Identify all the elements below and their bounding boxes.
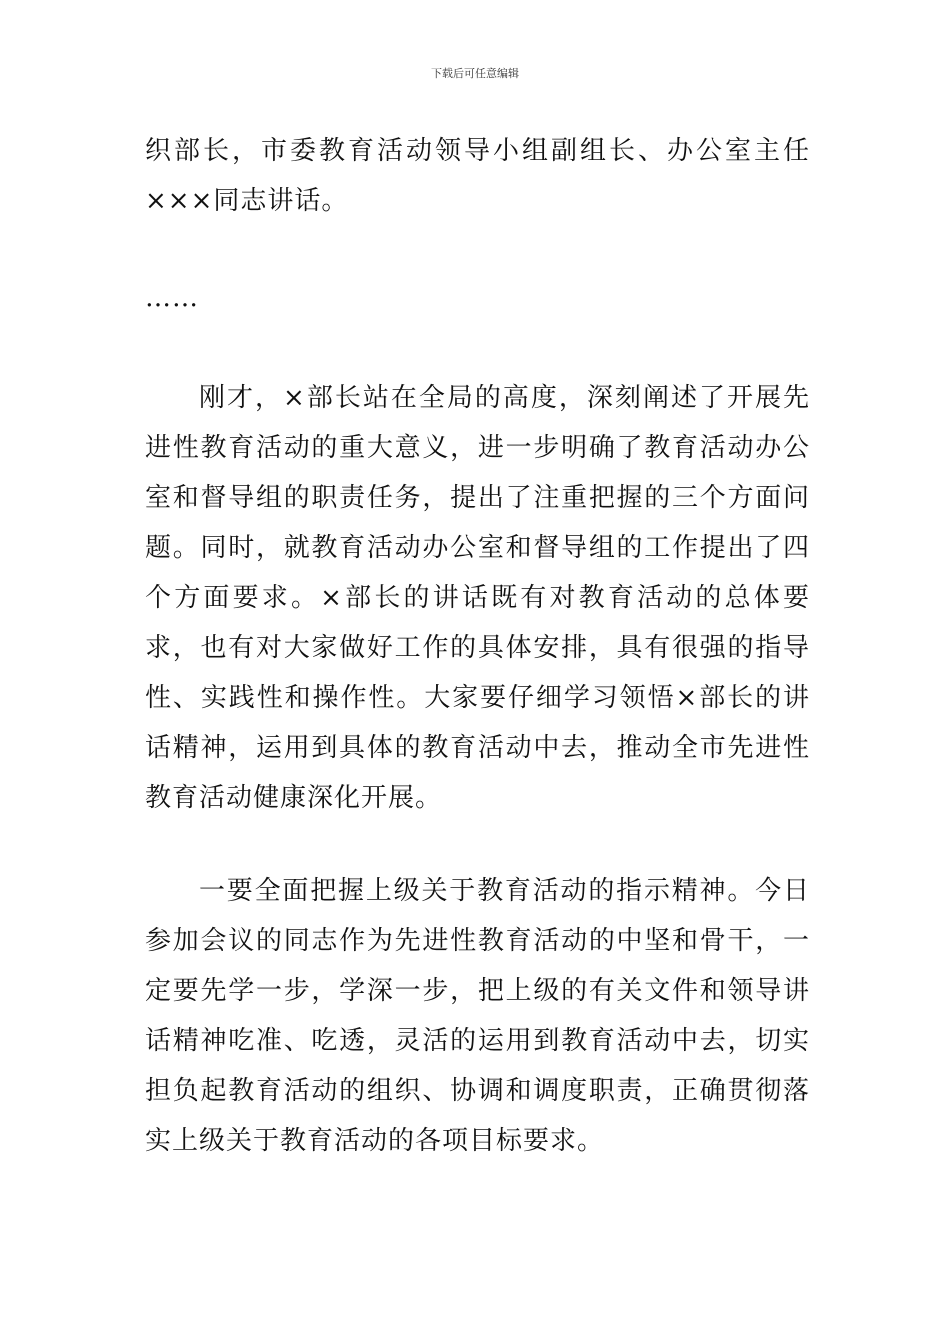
- paragraph-point-one: 一要全面把握上级关于教育活动的指示精神。今日参加会议的同志作为先进性教育活动的中坚和骨干，一定要先学一步，学深一步，把上级的有关文件和领导讲话精神吃准、吃透，灵活的运用到教育活动中去，切实担负起教育活动的组织、协调和调度职责，正确贯彻落实上级关于教育活动的各项目标要求。: [145, 876, 810, 1156]
- paragraph-ellipsis: ……: [145, 283, 199, 313]
- paragraph-summary: 刚才，×部长站在全局的高度，深刻阐述了开展先进性教育活动的重大意义，进一步明确了教育活动办公室和督导组的职责任务，提出了注重把握的三个方面问题。同时，就教育活动办公室和督导组的工作提出了四个方面要求。×部长的讲话既有对教育活动的总体要求，也有对大家做好工作的具体安排，具有很强的指导性、实践性和操作性。大家要仔细学习领悟×部长的讲话精神，运用到具体的教育活动中去，推动全市先进性教育活动健康深化开展。: [145, 383, 810, 813]
- paragraph-continued: 织部长，市委教育活动领导小组副组长、办公室主任×××同志讲话。: [145, 136, 810, 216]
- page-header: 下载后可任意编辑: [431, 67, 519, 80]
